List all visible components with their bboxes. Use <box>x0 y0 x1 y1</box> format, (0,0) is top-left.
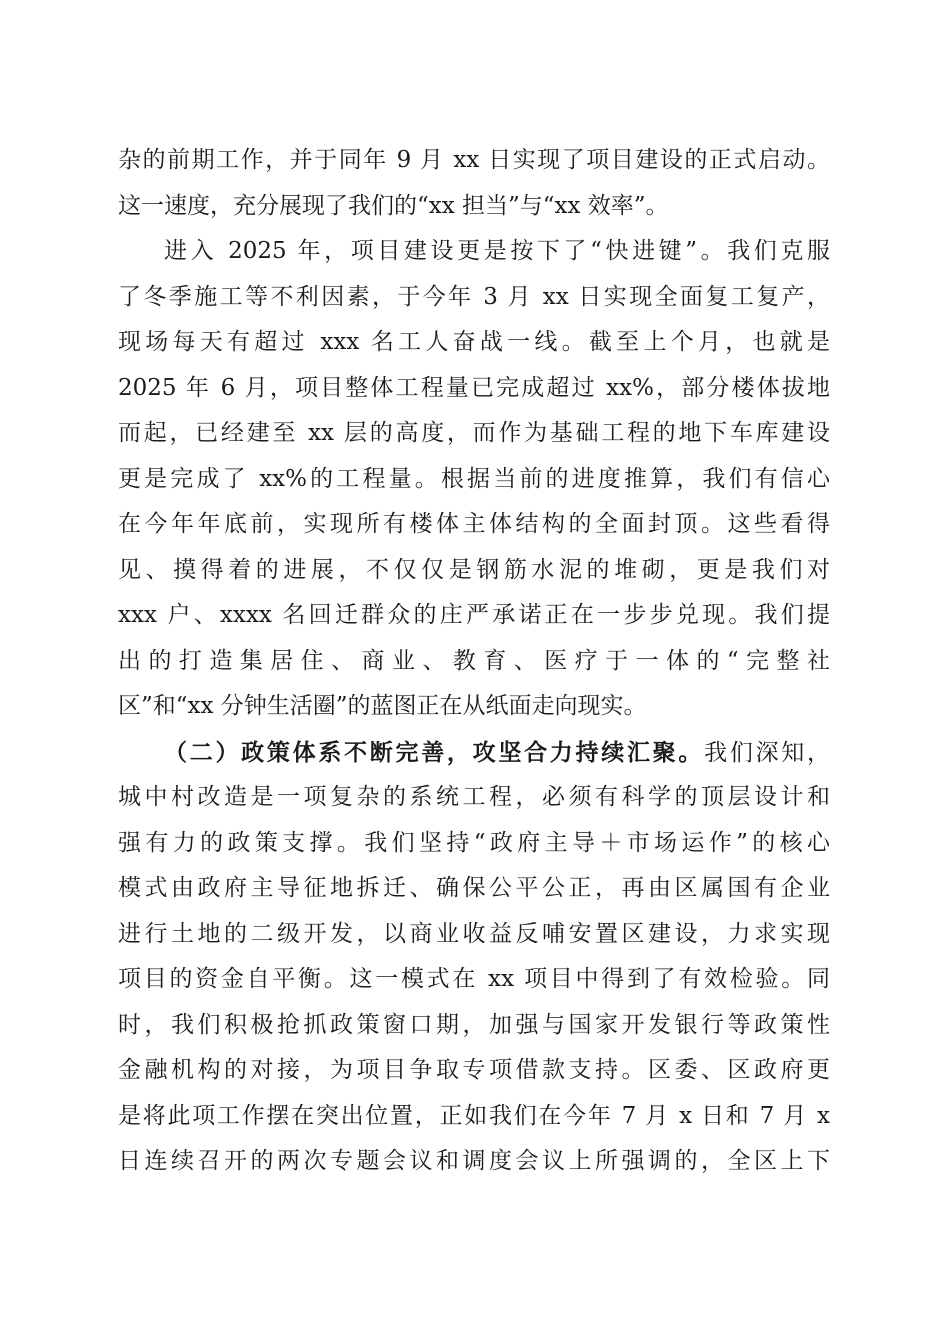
paragraph-2-line-7: 在今年年底前，实现所有楼体主体结构的全面封顶。这些看得 <box>118 511 830 537</box>
paragraph-2-line-2: 了冬季施工等不利因素，于今年 3 月 xx 日实现全面复工复产， <box>118 283 830 310</box>
paragraph-3-line-6: 项目的资金自平衡。这一模式在 xx 项目中得到了有效检验。同 <box>118 966 830 992</box>
paragraph-2-line-6: 更是完成了 xx%的工程量。根据当前的进度推算，我们有信心 <box>118 465 830 492</box>
paragraph-3-line-9: 是将此项工作摆在突出位置，正如我们在今年 7 月 x 日和 7 月 x <box>118 1102 830 1129</box>
paragraph-2-line-11: 区”和“xx 分钟生活圈”的蓝图正在从纸面走向现实。 <box>118 693 647 719</box>
document-body <box>118 138 830 1185</box>
section-heading: （二）政策体系不断完善，攻坚合力持续汇聚。 <box>164 738 705 766</box>
paragraph-1-line-2: 这一速度，充分展现了我们的“xx 担当”与“xx 效率”。 <box>118 192 669 219</box>
paragraph-3-line-10: 日连续召开的两次专题会议和调度会议上所强调的，全区上下 <box>118 1148 830 1174</box>
paragraph-2-line-8: 见、摸得着的进展，不仅仅是钢筋水泥的堆砌，更是我们对 <box>118 556 830 583</box>
paragraph-2-line-9: xxx 户、xxxx 名回迁群众的庄严承诺正在一步步兑现。我们提 <box>118 602 830 628</box>
paragraph-3-line-3: 强有力的政策支撑。我们坚持“政府主导＋市场运作”的核心 <box>118 829 830 856</box>
paragraph-2-line-3: 现场每天有超过 xxx 名工人奋战一线。截至上个月，也就是 <box>118 329 830 355</box>
section-heading-rest: 我们深知， <box>704 739 831 766</box>
paragraph-3-line-7: 时，我们积极抢抓政策窗口期，加强与国家开发银行等政策性 <box>118 1011 830 1038</box>
paragraph-3-line-1 <box>118 730 830 776</box>
paragraph-3-line-8: 金融机构的对接，为项目争取专项借款支持。区委、区政府更 <box>118 1057 830 1083</box>
paragraph-1-line-1: 杂的前期工作，并于同年 9 月 xx 日实现了项目建设的正式启动。 <box>118 147 830 173</box>
paragraph-2-line-4: 2025 年 6 月，项目整体工程量已完成超过 xx%，部分楼体拔地 <box>118 374 830 401</box>
paragraph-3-line-5: 进行土地的二级开发，以商业收益反哺安置区建设，力求实现 <box>118 920 830 947</box>
paragraph-2-line-10: 出的打造集居住、商业、教育、医疗于一体的“完整社 <box>118 647 830 674</box>
paragraph-2-line-5: 而起，已经建至 xx 层的高度，而作为基础工程的地下车库建设 <box>118 420 830 446</box>
paragraph-3-line-4: 模式由政府主导征地拆迁、确保公平公正，再由区属国有企业 <box>118 875 830 901</box>
paragraph-3-line-2: 城中村改造是一项复杂的系统工程，必须有科学的顶层设计和 <box>118 784 830 810</box>
paragraph-2-line-1: 进入 2025 年，项目建设更是按下了“快进键”。我们克服 <box>164 238 830 264</box>
